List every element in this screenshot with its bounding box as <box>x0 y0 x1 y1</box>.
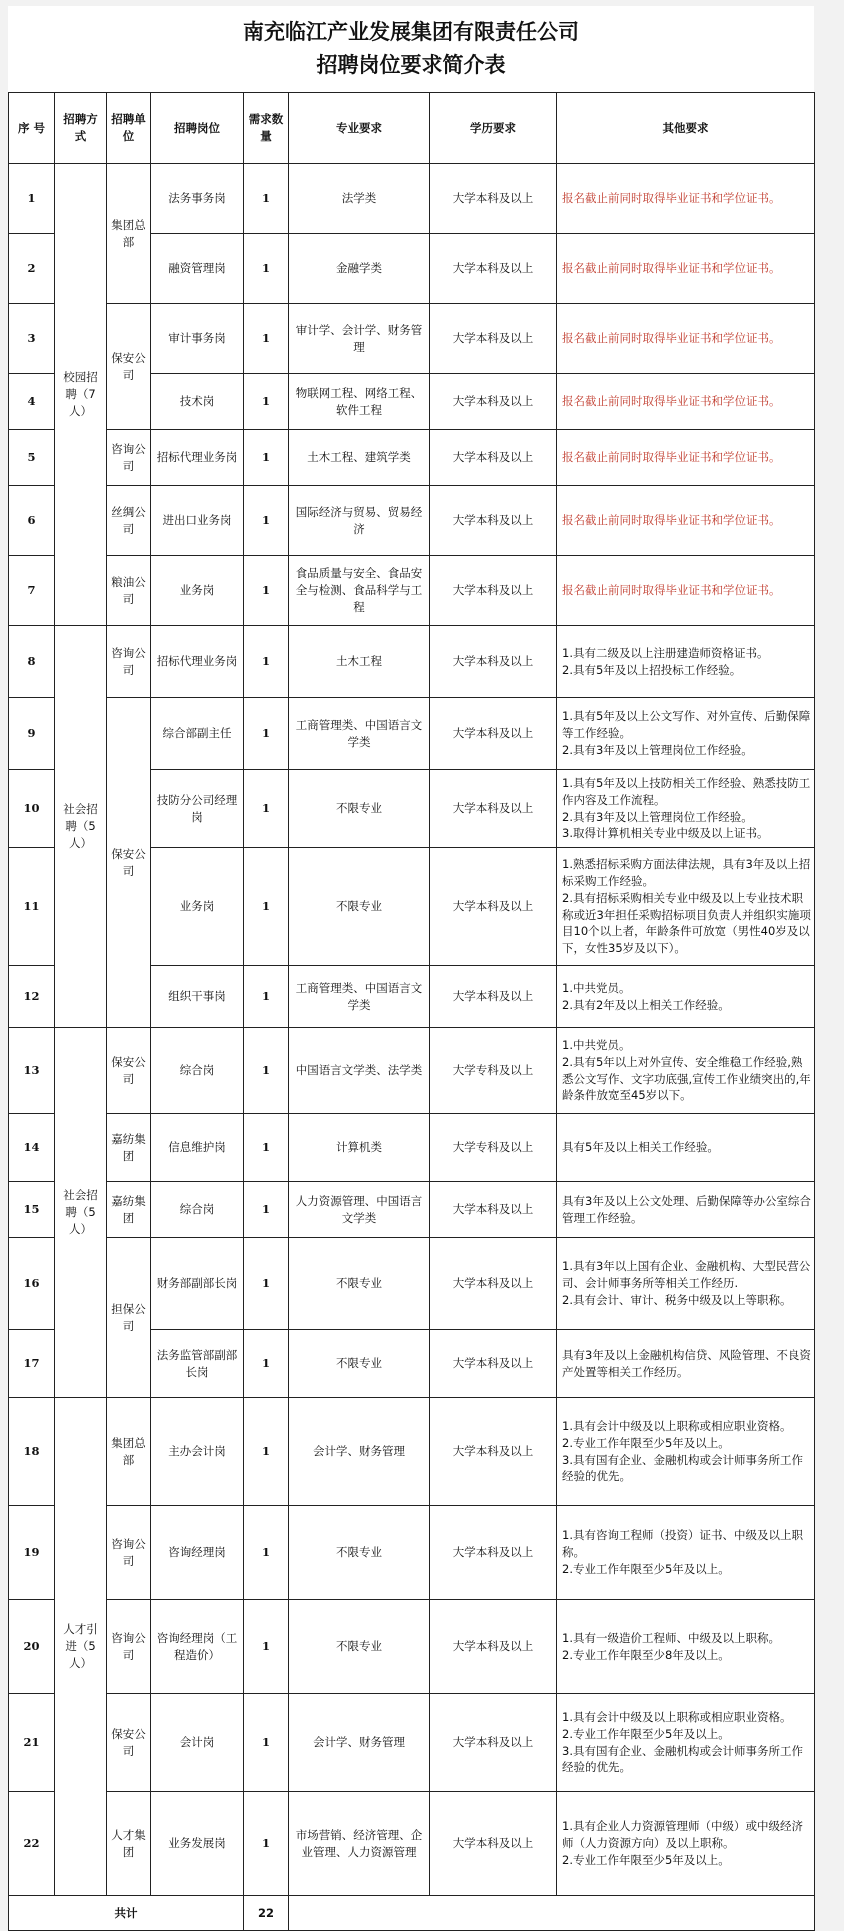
other-cell: 1.具有5年及以上技防相关工作经验、熟悉技防工作内容及工作流程。 2.具有3年及以上管理岗位工作经验。 3.取得计算机相关专业中级及以上证书。 <box>557 770 815 848</box>
header-row <box>9 93 815 164</box>
unit-cell: 保安公司 <box>107 1694 151 1792</box>
major-cell: 土木工程 <box>289 626 430 698</box>
other-cell: 1.具有3年以上国有企业、金融机构、大型民营公司、会计师事务所等相关工作经历. 2.具有会计、审计、税务中级及以上等职称。 <box>557 1238 815 1330</box>
total-row <box>9 1896 815 1931</box>
other-cell: 报名截止前同时取得毕业证书和学位证书。 <box>557 430 815 486</box>
row-seq: 2 <box>9 234 55 304</box>
major-cell: 不限专业 <box>289 770 430 848</box>
row-seq: 8 <box>9 626 55 698</box>
major-cell: 会计学、财务管理 <box>289 1398 430 1506</box>
major-cell: 不限专业 <box>289 1330 430 1398</box>
post-cell: 信息维护岗 <box>151 1114 244 1182</box>
row-seq: 1 <box>9 164 55 234</box>
unit-cell: 粮油公司 <box>107 556 151 626</box>
other-cell: 报名截止前同时取得毕业证书和学位证书。 <box>557 164 815 234</box>
count-cell: 1 <box>244 1182 289 1238</box>
post-cell: 主办会计岗 <box>151 1398 244 1506</box>
edu-cell: 大学本科及以上 <box>430 234 557 304</box>
count-cell: 1 <box>244 374 289 430</box>
unit-cell: 丝绸公司 <box>107 486 151 556</box>
major-cell: 不限专业 <box>289 1600 430 1694</box>
post-cell: 综合岗 <box>151 1182 244 1238</box>
count-cell: 1 <box>244 626 289 698</box>
other-cell: 1.中共党员。 2.具有2年及以上相关工作经验。 <box>557 966 815 1028</box>
header-count: 需求数量 <box>244 93 289 164</box>
row-seq: 10 <box>9 770 55 848</box>
row-seq: 5 <box>9 430 55 486</box>
major-cell: 审计学、会计学、财务管理 <box>289 304 430 374</box>
header-post: 招聘岗位 <box>151 93 244 164</box>
method-cell: 社会招聘（5人） <box>55 626 107 1028</box>
edu-cell: 大学本科及以上 <box>430 1182 557 1238</box>
edu-cell: 大学专科及以上 <box>430 1114 557 1182</box>
recruitment-table <box>8 92 815 1931</box>
other-cell: 具有3年及以上公文处理、后勤保障等办公室综合管理工作经验。 <box>557 1182 815 1238</box>
header-edu: 学历要求 <box>430 93 557 164</box>
other-cell: 1.熟悉招标采购方面法律法规，具有3年及以上招标采购工作经验。 2.具有招标采购相关专业中级及以上专业技术职称或近3年担任采购招标项目负责人并组织实施项目10个以上者，年龄条件可放宽（男性40岁及以下，女性35岁及以下）。 <box>557 848 815 966</box>
post-cell: 会计岗 <box>151 1694 244 1792</box>
row-seq: 7 <box>9 556 55 626</box>
unit-cell: 咨询公司 <box>107 430 151 486</box>
other-cell: 1.中共党员。 2.具有5年以上对外宣传、安全维稳工作经验,熟悉公文写作、文字功底强,宣传工作业绩突出的,年龄条件放宽至45岁以下。 <box>557 1028 815 1114</box>
unit-cell: 集团总部 <box>107 1398 151 1506</box>
table-row <box>9 1238 815 1330</box>
edu-cell: 大学本科及以上 <box>430 374 557 430</box>
major-cell: 不限专业 <box>289 1238 430 1330</box>
page <box>8 6 814 1931</box>
count-cell: 1 <box>244 234 289 304</box>
edu-cell: 大学本科及以上 <box>430 1694 557 1792</box>
table-row <box>9 164 815 234</box>
count-cell: 1 <box>244 1506 289 1600</box>
table-row <box>9 1792 815 1896</box>
edu-cell: 大学本科及以上 <box>430 164 557 234</box>
table-row <box>9 698 815 770</box>
major-cell: 工商管理类、中国语言文学类 <box>289 966 430 1028</box>
count-cell: 1 <box>244 1600 289 1694</box>
major-cell: 计算机类 <box>289 1114 430 1182</box>
method-cell: 人才引进（5人） <box>55 1398 107 1896</box>
edu-cell: 大学本科及以上 <box>430 698 557 770</box>
major-cell: 食品质量与安全、食品安全与检测、食品科学与工程 <box>289 556 430 626</box>
row-seq: 20 <box>9 1600 55 1694</box>
row-seq: 19 <box>9 1506 55 1600</box>
row-seq: 22 <box>9 1792 55 1896</box>
table-row <box>9 304 815 374</box>
major-cell: 不限专业 <box>289 1506 430 1600</box>
unit-cell: 人才集团 <box>107 1792 151 1896</box>
other-cell: 1.具有会计中级及以上职称或相应职业资格。 2.专业工作年限至少5年及以上。 3.具有国有企业、金融机构或会计师事务所工作经验的优先。 <box>557 1694 815 1792</box>
method-cell: 校园招聘（7人） <box>55 164 107 626</box>
table-row <box>9 430 815 486</box>
edu-cell: 大学本科及以上 <box>430 1792 557 1896</box>
row-seq: 14 <box>9 1114 55 1182</box>
table-row <box>9 1600 815 1694</box>
other-cell: 报名截止前同时取得毕业证书和学位证书。 <box>557 234 815 304</box>
header-other: 其他要求 <box>557 93 815 164</box>
post-cell: 技术岗 <box>151 374 244 430</box>
post-cell: 法务事务岗 <box>151 164 244 234</box>
major-cell: 物联网工程、网络工程、软件工程 <box>289 374 430 430</box>
post-cell: 招标代理业务岗 <box>151 430 244 486</box>
row-seq: 6 <box>9 486 55 556</box>
edu-cell: 大学本科及以上 <box>430 1330 557 1398</box>
post-cell: 业务发展岗 <box>151 1792 244 1896</box>
other-cell: 报名截止前同时取得毕业证书和学位证书。 <box>557 556 815 626</box>
post-cell: 咨询经理岗 <box>151 1506 244 1600</box>
post-cell: 综合岗 <box>151 1028 244 1114</box>
table-body <box>9 164 815 1896</box>
count-cell: 1 <box>244 770 289 848</box>
title-line-2: 招聘岗位要求简介表 <box>316 53 506 77</box>
edu-cell: 大学本科及以上 <box>430 966 557 1028</box>
row-seq: 4 <box>9 374 55 430</box>
count-cell: 1 <box>244 966 289 1028</box>
unit-cell: 保安公司 <box>107 698 151 1028</box>
edu-cell: 大学本科及以上 <box>430 1398 557 1506</box>
count-cell: 1 <box>244 1792 289 1896</box>
row-seq: 15 <box>9 1182 55 1238</box>
post-cell: 咨询经理岗（工程造价） <box>151 1600 244 1694</box>
other-cell: 报名截止前同时取得毕业证书和学位证书。 <box>557 486 815 556</box>
other-cell: 具有3年及以上金融机构信贷、风险管理、不良资产处置等相关工作经历。 <box>557 1330 815 1398</box>
table-row <box>9 556 815 626</box>
post-cell: 融资管理岗 <box>151 234 244 304</box>
count-cell: 1 <box>244 1398 289 1506</box>
title-line-1: 南充临江产业发展集团有限责任公司 <box>243 20 579 44</box>
table-row <box>9 486 815 556</box>
table-row <box>9 1182 815 1238</box>
row-seq: 21 <box>9 1694 55 1792</box>
edu-cell: 大学本科及以上 <box>430 556 557 626</box>
unit-cell: 集团总部 <box>107 164 151 304</box>
count-cell: 1 <box>244 1114 289 1182</box>
count-cell: 1 <box>244 430 289 486</box>
other-cell: 1.具有企业人力资源管理师（中级）或中级经济师（人力资源方向）及以上职称。 2.专业工作年限至少5年及以上。 <box>557 1792 815 1896</box>
header-seq: 序 号 <box>9 93 55 164</box>
count-cell: 1 <box>244 1330 289 1398</box>
post-cell: 审计事务岗 <box>151 304 244 374</box>
count-cell: 1 <box>244 698 289 770</box>
unit-cell: 嘉纺集团 <box>107 1182 151 1238</box>
other-cell: 报名截止前同时取得毕业证书和学位证书。 <box>557 374 815 430</box>
count-cell: 1 <box>244 164 289 234</box>
header-method: 招聘方式 <box>55 93 107 164</box>
unit-cell: 嘉纺集团 <box>107 1114 151 1182</box>
count-cell: 1 <box>244 1028 289 1114</box>
edu-cell: 大学本科及以上 <box>430 1238 557 1330</box>
count-cell: 1 <box>244 486 289 556</box>
post-cell: 业务岗 <box>151 848 244 966</box>
major-cell: 国际经济与贸易、贸易经济 <box>289 486 430 556</box>
document-title <box>8 6 814 92</box>
method-cell: 社会招聘（5人） <box>55 1028 107 1398</box>
post-cell: 组织干事岗 <box>151 966 244 1028</box>
unit-cell: 担保公司 <box>107 1238 151 1398</box>
header-major: 专业要求 <box>289 93 430 164</box>
post-cell: 招标代理业务岗 <box>151 626 244 698</box>
edu-cell: 大学本科及以上 <box>430 626 557 698</box>
header-unit: 招聘单位 <box>107 93 151 164</box>
major-cell: 中国语言文学类、法学类 <box>289 1028 430 1114</box>
table-row <box>9 1506 815 1600</box>
edu-cell: 大学本科及以上 <box>430 770 557 848</box>
major-cell: 人力资源管理、中国语言文学类 <box>289 1182 430 1238</box>
row-seq: 17 <box>9 1330 55 1398</box>
row-seq: 11 <box>9 848 55 966</box>
post-cell: 进出口业务岗 <box>151 486 244 556</box>
count-cell: 1 <box>244 1694 289 1792</box>
count-cell: 1 <box>244 304 289 374</box>
major-cell: 金融学类 <box>289 234 430 304</box>
count-cell: 1 <box>244 556 289 626</box>
row-seq: 9 <box>9 698 55 770</box>
major-cell: 不限专业 <box>289 848 430 966</box>
major-cell: 土木工程、建筑学类 <box>289 430 430 486</box>
row-seq: 16 <box>9 1238 55 1330</box>
edu-cell: 大学本科及以上 <box>430 1600 557 1694</box>
edu-cell: 大学本科及以上 <box>430 1506 557 1600</box>
post-cell: 财务部副部长岗 <box>151 1238 244 1330</box>
table-row <box>9 1398 815 1506</box>
edu-cell: 大学本科及以上 <box>430 430 557 486</box>
other-cell: 1.具有会计中级及以上职称或相应职业资格。 2.专业工作年限至少5年及以上。 3.具有国有企业、金融机构或会计师事务所工作经验的优先。 <box>557 1398 815 1506</box>
post-cell: 技防分公司经理岗 <box>151 770 244 848</box>
edu-cell: 大学本科及以上 <box>430 486 557 556</box>
row-seq: 12 <box>9 966 55 1028</box>
post-cell: 业务岗 <box>151 556 244 626</box>
major-cell: 市场营销、经济管理、企业管理、人力资源管理 <box>289 1792 430 1896</box>
row-seq: 18 <box>9 1398 55 1506</box>
major-cell: 会计学、财务管理 <box>289 1694 430 1792</box>
count-cell: 1 <box>244 1238 289 1330</box>
edu-cell: 大学专科及以上 <box>430 1028 557 1114</box>
count-cell: 1 <box>244 848 289 966</box>
row-seq: 13 <box>9 1028 55 1114</box>
unit-cell: 咨询公司 <box>107 1506 151 1600</box>
table-row <box>9 1694 815 1792</box>
other-cell: 1.具有咨询工程师（投资）证书、中级及以上职称。 2.专业工作年限至少5年及以上。 <box>557 1506 815 1600</box>
unit-cell: 保安公司 <box>107 304 151 430</box>
total-blank <box>289 1896 815 1931</box>
major-cell: 法学类 <box>289 164 430 234</box>
other-cell: 1.具有二级及以上注册建造师资格证书。 2.具有5年及以上招投标工作经验。 <box>557 626 815 698</box>
other-cell: 1.具有5年及以上公文写作、对外宣传、后勤保障等工作经验。 2.具有3年及以上管理岗位工作经验。 <box>557 698 815 770</box>
total-label: 共计 <box>9 1896 244 1931</box>
other-cell: 1.具有一级造价工程师、中级及以上职称。 2.专业工作年限至少8年及以上。 <box>557 1600 815 1694</box>
row-seq: 3 <box>9 304 55 374</box>
unit-cell: 咨询公司 <box>107 1600 151 1694</box>
other-cell: 具有5年及以上相关工作经验。 <box>557 1114 815 1182</box>
table-row <box>9 626 815 698</box>
edu-cell: 大学本科及以上 <box>430 848 557 966</box>
unit-cell: 咨询公司 <box>107 626 151 698</box>
other-cell: 报名截止前同时取得毕业证书和学位证书。 <box>557 304 815 374</box>
table-row <box>9 1028 815 1114</box>
table-row <box>9 1114 815 1182</box>
post-cell: 综合部副主任 <box>151 698 244 770</box>
unit-cell: 保安公司 <box>107 1028 151 1114</box>
total-count: 22 <box>244 1896 289 1931</box>
major-cell: 工商管理类、中国语言文学类 <box>289 698 430 770</box>
edu-cell: 大学本科及以上 <box>430 304 557 374</box>
post-cell: 法务监管部副部长岗 <box>151 1330 244 1398</box>
